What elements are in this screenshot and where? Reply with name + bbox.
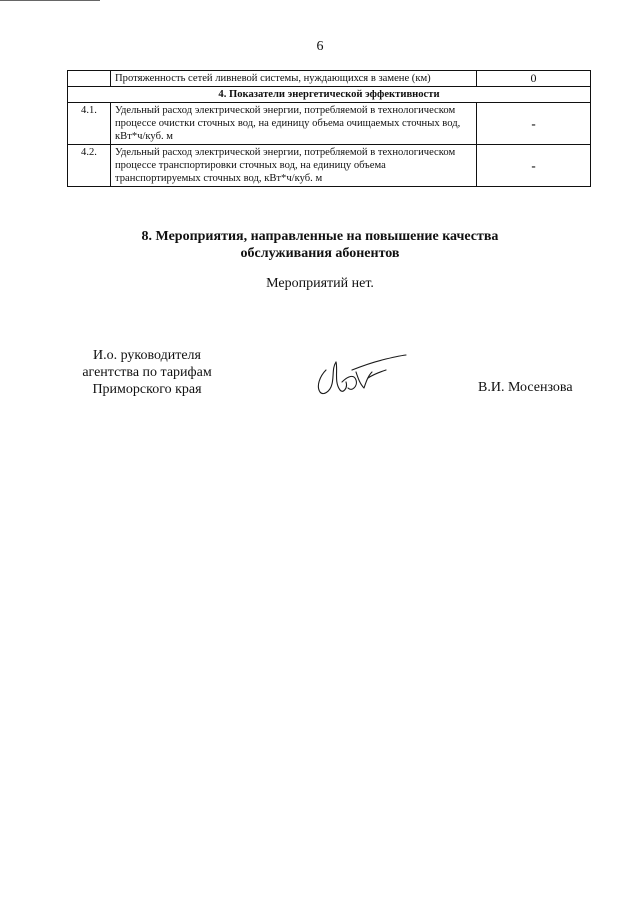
signer-name: В.И. Мосензова xyxy=(478,380,573,395)
table-row xyxy=(68,103,591,145)
section-8-title xyxy=(0,228,640,262)
indicator-name-cell: Удельный расход электрической энергии, потребляемой в технологическом процессе очистки сточных вод, на единицу объема очищаемых сточных вод, кВт*ч/куб. м xyxy=(111,103,477,145)
indicator-name-cell: Протяженность сетей ливневой системы, нуждающихся в замене (км) xyxy=(111,71,477,87)
table-row xyxy=(68,145,591,187)
indicator-value-cell: - xyxy=(477,145,591,187)
top-edge-rule xyxy=(0,0,100,1)
section-8-title-line: 8. Мероприятия, направленные на повышение качества xyxy=(141,229,499,244)
signer-position-line: Приморского края xyxy=(92,382,202,397)
signer-position-line: агентства по тарифам xyxy=(82,365,212,380)
row-number-cell: 4.1. xyxy=(68,103,111,145)
signer-position-line: И.о. руководителя xyxy=(92,348,201,363)
table-section-row xyxy=(68,87,591,103)
page-number: 6 xyxy=(316,39,324,54)
indicator-value-cell: 0 xyxy=(477,71,591,87)
no-measures-text: Мероприятий нет. xyxy=(266,276,374,291)
table-row xyxy=(68,71,591,87)
indicator-value-cell: - xyxy=(477,103,591,145)
indicator-name-cell: Удельный расход электрической энергии, потребляемой в технологическом процессе транспортировки сточных вод, на единицу объема транспортируемых сточных вод, кВт*ч/куб. м xyxy=(111,145,477,187)
handwritten-signature xyxy=(312,352,410,400)
table-section-heading: 4. Показатели энергетической эффективности xyxy=(68,87,591,103)
indicators-table xyxy=(67,70,591,187)
section-8-title-line: обслуживания абонентов xyxy=(240,246,400,261)
row-number-cell xyxy=(68,71,111,87)
row-number-cell: 4.2. xyxy=(68,145,111,187)
signer-position xyxy=(62,347,232,398)
